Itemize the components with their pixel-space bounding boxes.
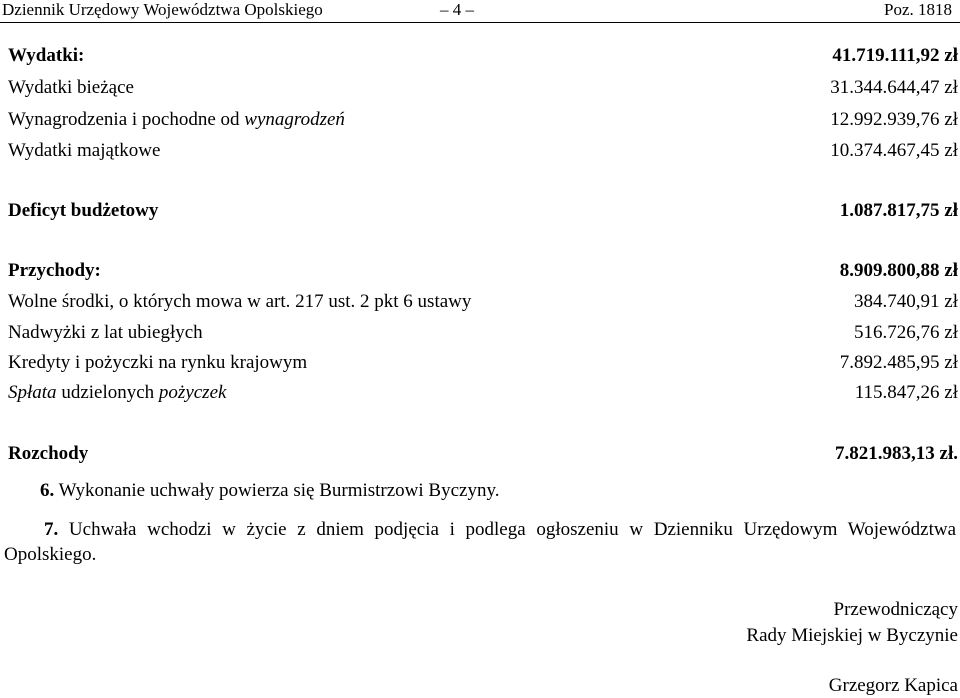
budget-row-rozchody <box>0 442 958 466</box>
paragraph-text: Uchwała wchodzi w życie z dniem podjęcia i podlega ogłoszeniu w Dzienniku Urzędowym Województwa Opolskiego. <box>4 519 956 565</box>
budget-row-nadwyzki <box>0 321 958 345</box>
row-label: Przychody: <box>8 260 101 281</box>
row-label-italic: Spłata <box>8 382 57 403</box>
row-label-part: udzielonych <box>56 382 159 403</box>
row-amount: 41.719.111,92 zł <box>832 45 958 66</box>
page-number: – 4 – <box>440 0 474 19</box>
budget-row-wydatki-majatkowe <box>0 139 958 163</box>
row-amount: 516.726,76 zł <box>854 322 958 343</box>
row-amount: 115.847,26 zł <box>854 382 958 403</box>
row-amount: 12.992.939,76 zł <box>830 109 958 130</box>
row-label-italic: pożyczek <box>158 382 227 403</box>
budget-row-przychody <box>0 259 958 283</box>
paragraph-7 <box>4 517 956 567</box>
paragraph-number: 6. <box>40 480 55 501</box>
budget-row-wydatki-biezace <box>0 76 958 100</box>
row-amount: 8.909.800,88 zł <box>839 260 958 281</box>
budget-row-wynagrodzenia <box>0 108 958 132</box>
journal-title: Dziennik Urzędowy Województwa Opolskiego <box>2 0 323 19</box>
row-label: Nadwyżki z lat ubiegłych <box>8 322 203 343</box>
row-label <box>8 108 345 132</box>
budget-row-deficyt <box>0 199 958 223</box>
row-amount: 384.740,91 zł <box>854 291 958 312</box>
signature-role: Przewodniczący <box>833 599 958 620</box>
row-label <box>8 381 226 405</box>
row-amount: 31.344.644,47 zł <box>830 77 958 98</box>
row-label: Wydatki majątkowe <box>8 140 161 161</box>
paragraph-6 <box>40 478 940 503</box>
page-header <box>0 0 960 23</box>
row-label: Wydatki bieżące <box>8 77 134 98</box>
row-amount: 7.892.485,95 zł <box>839 352 958 373</box>
row-label-italic: wynagrodzeń <box>244 109 345 130</box>
budget-row-wydatki <box>0 44 958 68</box>
budget-row-splata <box>0 381 958 405</box>
row-label: Wolne środki, o których mowa w art. 217 ust. 2 pkt 6 ustawy <box>8 291 472 312</box>
row-amount: 1.087.817,75 zł <box>839 200 958 221</box>
row-label: Rozchody <box>8 443 89 464</box>
row-label: Kredyty i pożyczki na rynku krajowym <box>8 352 308 373</box>
row-label: Wydatki: <box>8 45 85 66</box>
row-amount: 7.821.983,13 zł. <box>835 443 958 464</box>
row-amount: 10.374.467,45 zł <box>830 140 958 161</box>
signature-name: Grzegorz Kapica <box>828 675 958 696</box>
signature-body: Rady Miejskiej w Byczynie <box>746 625 958 646</box>
paragraph-text: Wykonanie uchwały powierza się Burmistrzowi Byczyny. <box>54 480 500 501</box>
position-number: Poz. 1818 <box>884 0 952 19</box>
row-label-part: Wynagrodzenia i pochodne od <box>8 109 245 130</box>
budget-row-kredyty <box>0 351 958 375</box>
row-label: Deficyt budżetowy <box>8 200 159 221</box>
paragraph-number: 7. <box>44 519 59 540</box>
budget-row-wolne-srodki <box>0 290 958 314</box>
